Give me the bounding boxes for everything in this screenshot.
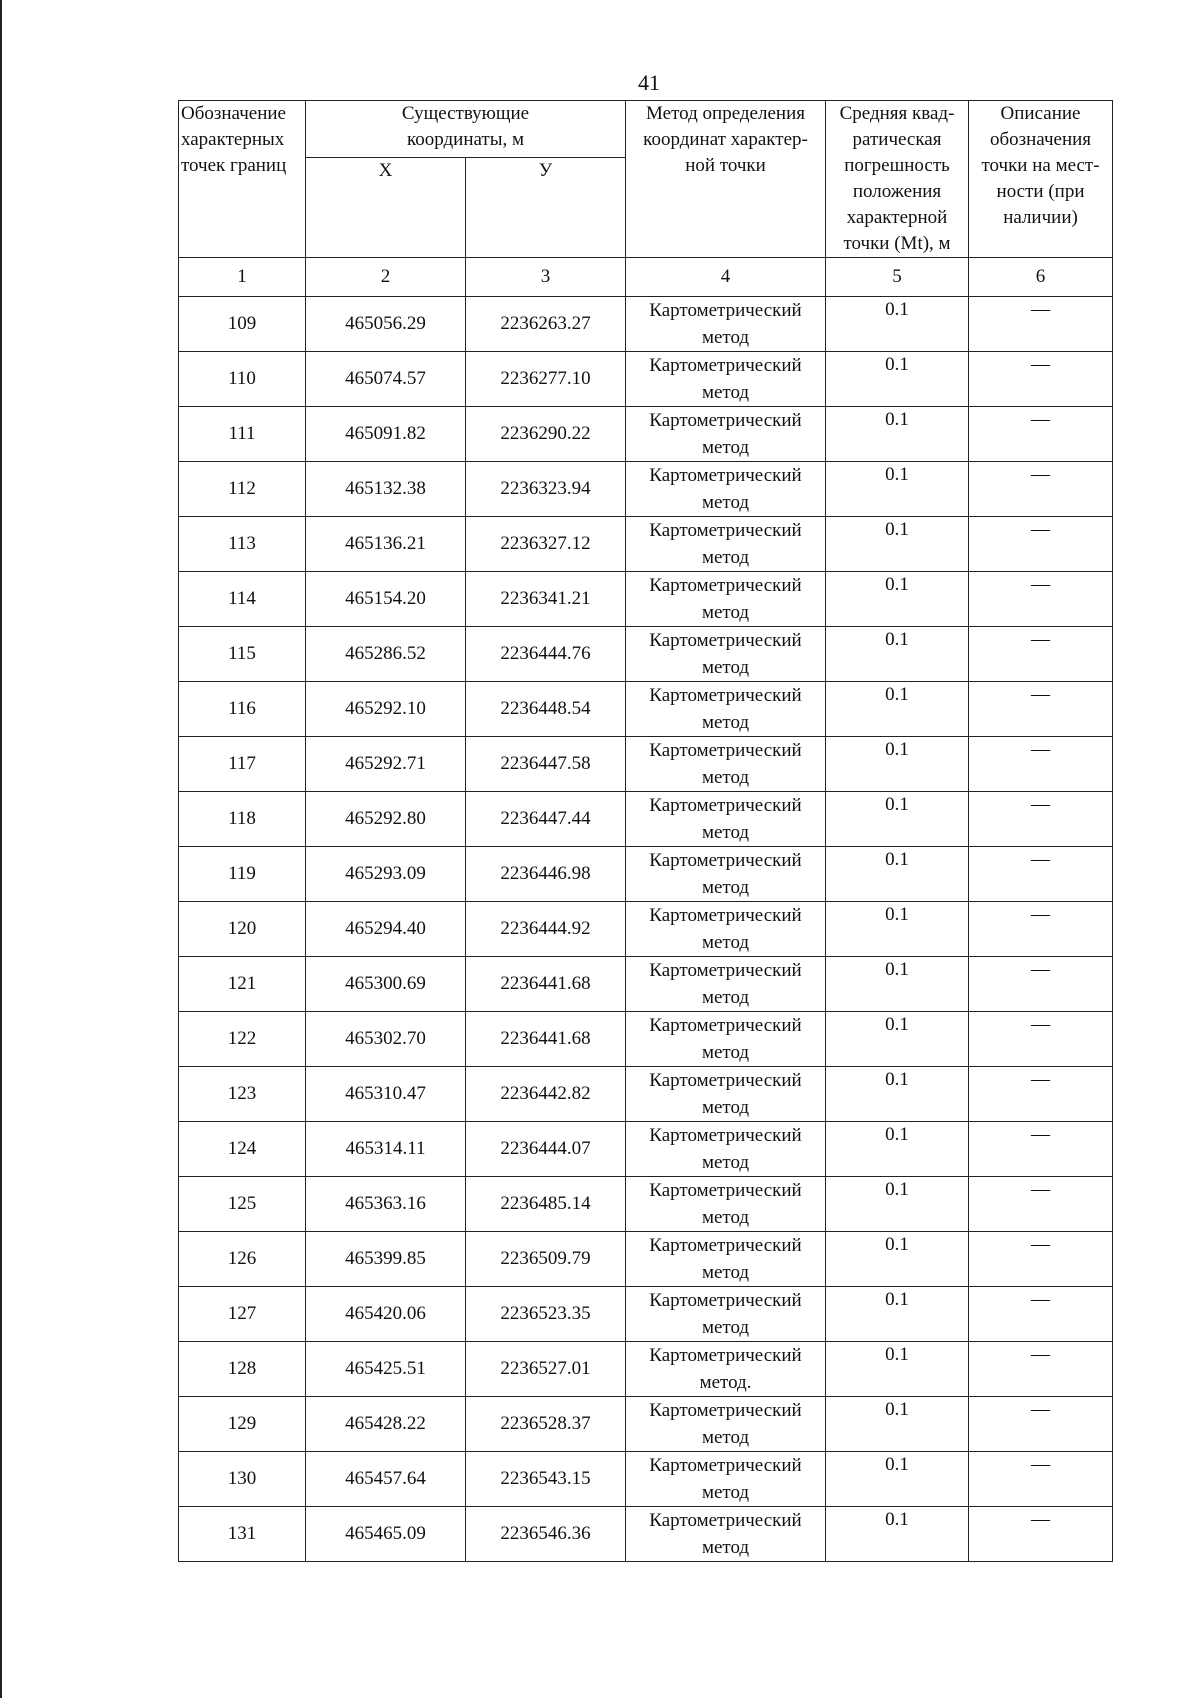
column-number: 3 bbox=[466, 258, 626, 297]
table-row bbox=[179, 1397, 1113, 1452]
point-description: — bbox=[969, 572, 1113, 627]
mean-square-error-value: 0.1 bbox=[826, 792, 969, 847]
table-row bbox=[179, 957, 1113, 1012]
header-x: X bbox=[306, 158, 466, 258]
header-point-designation: Обозначение характерных точек границ bbox=[179, 101, 306, 258]
mean-square-error-value: 0.1 bbox=[826, 1012, 969, 1067]
point-number: 109 bbox=[179, 297, 306, 352]
coordinate-x: 465457.64 bbox=[306, 1452, 466, 1507]
method-line: метод bbox=[701, 1152, 750, 1173]
method-cell bbox=[626, 1397, 826, 1452]
table-row bbox=[179, 517, 1113, 572]
method-cell bbox=[626, 572, 826, 627]
table-row bbox=[179, 462, 1113, 517]
coordinate-y: 2236441.68 bbox=[466, 957, 626, 1012]
method-cell bbox=[626, 957, 826, 1012]
coordinate-y: 2236444.07 bbox=[466, 1122, 626, 1177]
method-line: метод bbox=[701, 1262, 750, 1283]
point-description: — bbox=[969, 627, 1113, 682]
coordinate-y: 2236528.37 bbox=[466, 1397, 626, 1452]
point-number: 127 bbox=[179, 1287, 306, 1342]
method-line: метод bbox=[701, 657, 750, 678]
point-number: 120 bbox=[179, 902, 306, 957]
point-description: — bbox=[969, 1012, 1113, 1067]
page-number: 41 bbox=[638, 70, 660, 95]
point-number: 117 bbox=[179, 737, 306, 792]
point-number: 116 bbox=[179, 682, 306, 737]
coordinate-x: 465428.22 bbox=[306, 1397, 466, 1452]
coordinate-y: 2236341.21 bbox=[466, 572, 626, 627]
table-row bbox=[179, 1342, 1113, 1397]
point-description: — bbox=[969, 1287, 1113, 1342]
method-cell bbox=[626, 1067, 826, 1122]
column-numbers-row bbox=[179, 258, 1113, 297]
header-mean-square-error: Средняя квад- ратическая погрешность положения характерной точки (Mt), м bbox=[826, 101, 969, 258]
table-body bbox=[179, 297, 1113, 1562]
table-row bbox=[179, 627, 1113, 682]
method-line: Картометрический bbox=[649, 905, 802, 926]
point-number: 114 bbox=[179, 572, 306, 627]
method-cell bbox=[626, 352, 826, 407]
method-cell bbox=[626, 1012, 826, 1067]
point-description: — bbox=[969, 737, 1113, 792]
mean-square-error-value: 0.1 bbox=[826, 1232, 969, 1287]
mean-square-error-value: 0.1 bbox=[826, 902, 969, 957]
method-cell bbox=[626, 902, 826, 957]
table-row bbox=[179, 1232, 1113, 1287]
method-line: метод bbox=[701, 1097, 750, 1118]
mean-square-error-value: 0.1 bbox=[826, 1507, 969, 1562]
point-description: — bbox=[969, 1177, 1113, 1232]
point-description: — bbox=[969, 352, 1113, 407]
method-line: метод bbox=[701, 987, 750, 1008]
coordinate-x: 465465.09 bbox=[306, 1507, 466, 1562]
coordinates-table bbox=[178, 100, 1113, 1562]
method-line: метод bbox=[701, 492, 750, 513]
coordinate-x: 465425.51 bbox=[306, 1342, 466, 1397]
method-line: метод bbox=[701, 382, 750, 403]
mean-square-error-value: 0.1 bbox=[826, 1067, 969, 1122]
coordinate-x: 465310.47 bbox=[306, 1067, 466, 1122]
table-row bbox=[179, 352, 1113, 407]
point-description: — bbox=[969, 792, 1113, 847]
coordinate-y: 2236441.68 bbox=[466, 1012, 626, 1067]
point-description: — bbox=[969, 517, 1113, 572]
column-number: 1 bbox=[179, 258, 306, 297]
table-row bbox=[179, 1287, 1113, 1342]
method-cell bbox=[626, 1342, 826, 1397]
method-line: Картометрический bbox=[649, 795, 802, 816]
point-description: — bbox=[969, 462, 1113, 517]
point-description: — bbox=[969, 1452, 1113, 1507]
method-line: Картометрический bbox=[649, 1510, 802, 1531]
method-line: Картометрический bbox=[649, 1400, 802, 1421]
method-line: метод bbox=[701, 547, 750, 568]
coordinate-x: 465300.69 bbox=[306, 957, 466, 1012]
coordinate-y: 2236485.14 bbox=[466, 1177, 626, 1232]
method-cell bbox=[626, 1452, 826, 1507]
table-row bbox=[179, 1452, 1113, 1507]
method-line: метод bbox=[701, 1537, 750, 1558]
header-point-description: Описание обозначения точки на мест- ности (при наличии) bbox=[969, 101, 1113, 258]
column-number: 5 bbox=[826, 258, 969, 297]
method-line: Картометрический bbox=[649, 850, 802, 871]
method-line: Картометрический bbox=[649, 575, 802, 596]
coordinate-y: 2236444.76 bbox=[466, 627, 626, 682]
point-number: 122 bbox=[179, 1012, 306, 1067]
mean-square-error-value: 0.1 bbox=[826, 1452, 969, 1507]
method-line: Картометрический bbox=[649, 300, 802, 321]
method-line: метод bbox=[701, 1042, 750, 1063]
method-line: Картометрический bbox=[649, 740, 802, 761]
coordinate-y: 2236446.98 bbox=[466, 847, 626, 902]
method-line: метод bbox=[701, 602, 750, 623]
method-line: метод. bbox=[699, 1372, 752, 1393]
mean-square-error-value: 0.1 bbox=[826, 1342, 969, 1397]
point-number: 130 bbox=[179, 1452, 306, 1507]
method-line: метод bbox=[701, 1427, 750, 1448]
method-line: Картометрический bbox=[649, 410, 802, 431]
column-number: 4 bbox=[626, 258, 826, 297]
method-line: Картометрический bbox=[649, 1125, 802, 1146]
table-row bbox=[179, 572, 1113, 627]
method-line: метод bbox=[701, 327, 750, 348]
coordinate-x: 465314.11 bbox=[306, 1122, 466, 1177]
coordinate-y: 2236527.01 bbox=[466, 1342, 626, 1397]
method-line: метод bbox=[701, 437, 750, 458]
point-number: 124 bbox=[179, 1122, 306, 1177]
table-row bbox=[179, 1067, 1113, 1122]
point-description: — bbox=[969, 1067, 1113, 1122]
point-description: — bbox=[969, 682, 1113, 737]
coordinate-x: 465292.10 bbox=[306, 682, 466, 737]
coordinate-x: 465091.82 bbox=[306, 407, 466, 462]
point-number: 119 bbox=[179, 847, 306, 902]
point-number: 128 bbox=[179, 1342, 306, 1397]
method-line: метод bbox=[701, 932, 750, 953]
coordinate-x: 465294.40 bbox=[306, 902, 466, 957]
point-description: — bbox=[969, 297, 1113, 352]
mean-square-error-value: 0.1 bbox=[826, 572, 969, 627]
method-cell bbox=[626, 297, 826, 352]
point-description: — bbox=[969, 1342, 1113, 1397]
coordinate-x: 465154.20 bbox=[306, 572, 466, 627]
point-description: — bbox=[969, 407, 1113, 462]
table-row bbox=[179, 1122, 1113, 1177]
header-method: Метод определения координат характер- ной точки bbox=[626, 101, 826, 258]
coordinate-y: 2236543.15 bbox=[466, 1452, 626, 1507]
table-row bbox=[179, 297, 1113, 352]
coordinate-x: 465399.85 bbox=[306, 1232, 466, 1287]
mean-square-error-value: 0.1 bbox=[826, 737, 969, 792]
mean-square-error-value: 0.1 bbox=[826, 517, 969, 572]
mean-square-error-value: 0.1 bbox=[826, 1397, 969, 1452]
method-cell bbox=[626, 1232, 826, 1287]
point-number: 125 bbox=[179, 1177, 306, 1232]
page-left-border bbox=[0, 0, 2, 1698]
method-cell bbox=[626, 847, 826, 902]
point-number: 126 bbox=[179, 1232, 306, 1287]
mean-square-error-value: 0.1 bbox=[826, 1122, 969, 1177]
coordinate-y: 2236444.92 bbox=[466, 902, 626, 957]
mean-square-error-value: 0.1 bbox=[826, 682, 969, 737]
coordinate-y: 2236277.10 bbox=[466, 352, 626, 407]
coordinate-x: 465293.09 bbox=[306, 847, 466, 902]
header-existing-coordinates: Существующие координаты, м bbox=[306, 101, 626, 158]
mean-square-error-value: 0.1 bbox=[826, 407, 969, 462]
point-description: — bbox=[969, 847, 1113, 902]
method-line: Картометрический bbox=[649, 960, 802, 981]
method-line: Картометрический bbox=[649, 1235, 802, 1256]
coordinate-x: 465420.06 bbox=[306, 1287, 466, 1342]
method-line: Картометрический bbox=[649, 1180, 802, 1201]
method-line: Картометрический bbox=[649, 1015, 802, 1036]
coordinate-y: 2236447.58 bbox=[466, 737, 626, 792]
point-description: — bbox=[969, 1122, 1113, 1177]
method-cell bbox=[626, 737, 826, 792]
method-cell bbox=[626, 1177, 826, 1232]
table-row bbox=[179, 1012, 1113, 1067]
coordinate-y: 2236447.44 bbox=[466, 792, 626, 847]
column-number: 2 bbox=[306, 258, 466, 297]
coordinate-x: 465302.70 bbox=[306, 1012, 466, 1067]
point-description: — bbox=[969, 957, 1113, 1012]
coordinate-y: 2236509.79 bbox=[466, 1232, 626, 1287]
table-row bbox=[179, 682, 1113, 737]
coordinate-y: 2236327.12 bbox=[466, 517, 626, 572]
mean-square-error-value: 0.1 bbox=[826, 1177, 969, 1232]
method-cell bbox=[626, 627, 826, 682]
mean-square-error-value: 0.1 bbox=[826, 1287, 969, 1342]
method-cell bbox=[626, 462, 826, 517]
coordinate-x: 465292.80 bbox=[306, 792, 466, 847]
method-cell bbox=[626, 682, 826, 737]
method-line: Картометрический bbox=[649, 685, 802, 706]
coordinate-y: 2236523.35 bbox=[466, 1287, 626, 1342]
method-line: Картометрический bbox=[649, 355, 802, 376]
method-cell bbox=[626, 407, 826, 462]
point-number: 131 bbox=[179, 1507, 306, 1562]
method-line: метод bbox=[701, 1482, 750, 1503]
table-row bbox=[179, 847, 1113, 902]
coordinate-y: 2236546.36 bbox=[466, 1507, 626, 1562]
coordinate-x: 465292.71 bbox=[306, 737, 466, 792]
point-number: 129 bbox=[179, 1397, 306, 1452]
method-cell bbox=[626, 517, 826, 572]
point-number: 121 bbox=[179, 957, 306, 1012]
point-description: — bbox=[969, 1507, 1113, 1562]
method-line: метод bbox=[701, 1207, 750, 1228]
point-number: 113 bbox=[179, 517, 306, 572]
table-row bbox=[179, 902, 1113, 957]
table-row bbox=[179, 1507, 1113, 1562]
coordinate-y: 2236448.54 bbox=[466, 682, 626, 737]
coordinate-x: 465286.52 bbox=[306, 627, 466, 682]
point-number: 110 bbox=[179, 352, 306, 407]
table-row bbox=[179, 1177, 1113, 1232]
coordinate-x: 465132.38 bbox=[306, 462, 466, 517]
coordinate-y: 2236290.22 bbox=[466, 407, 626, 462]
method-line: метод bbox=[701, 712, 750, 733]
method-line: метод bbox=[701, 767, 750, 788]
method-cell bbox=[626, 1507, 826, 1562]
mean-square-error-value: 0.1 bbox=[826, 627, 969, 682]
mean-square-error-value: 0.1 bbox=[826, 462, 969, 517]
coordinate-x: 465363.16 bbox=[306, 1177, 466, 1232]
coordinate-y: 2236442.82 bbox=[466, 1067, 626, 1122]
coordinate-x: 465074.57 bbox=[306, 352, 466, 407]
method-line: метод bbox=[701, 1317, 750, 1338]
coordinate-x: 465136.21 bbox=[306, 517, 466, 572]
method-line: Картометрический bbox=[649, 630, 802, 651]
method-cell bbox=[626, 1122, 826, 1177]
point-number: 118 bbox=[179, 792, 306, 847]
table-row bbox=[179, 792, 1113, 847]
table-row bbox=[179, 737, 1113, 792]
method-line: Картометрический bbox=[649, 1070, 802, 1091]
point-number: 115 bbox=[179, 627, 306, 682]
method-line: Картометрический bbox=[649, 1455, 802, 1476]
method-line: Картометрический bbox=[649, 465, 802, 486]
method-line: Картометрический bbox=[649, 1290, 802, 1311]
column-number: 6 bbox=[969, 258, 1113, 297]
point-description: — bbox=[969, 1232, 1113, 1287]
method-line: метод bbox=[701, 822, 750, 843]
coordinate-x: 465056.29 bbox=[306, 297, 466, 352]
mean-square-error-value: 0.1 bbox=[826, 352, 969, 407]
point-description: — bbox=[969, 902, 1113, 957]
point-number: 112 bbox=[179, 462, 306, 517]
mean-square-error-value: 0.1 bbox=[826, 297, 969, 352]
coordinate-y: 2236323.94 bbox=[466, 462, 626, 517]
point-description: — bbox=[969, 1397, 1113, 1452]
header-y: У bbox=[466, 158, 626, 258]
coordinate-y: 2236263.27 bbox=[466, 297, 626, 352]
table-row bbox=[179, 407, 1113, 462]
method-line: Картометрический bbox=[649, 1345, 802, 1366]
mean-square-error-value: 0.1 bbox=[826, 957, 969, 1012]
point-number: 123 bbox=[179, 1067, 306, 1122]
method-line: Картометрический bbox=[649, 520, 802, 541]
point-number: 111 bbox=[179, 407, 306, 462]
method-cell bbox=[626, 1287, 826, 1342]
mean-square-error-value: 0.1 bbox=[826, 847, 969, 902]
method-cell bbox=[626, 792, 826, 847]
method-line: метод bbox=[701, 877, 750, 898]
